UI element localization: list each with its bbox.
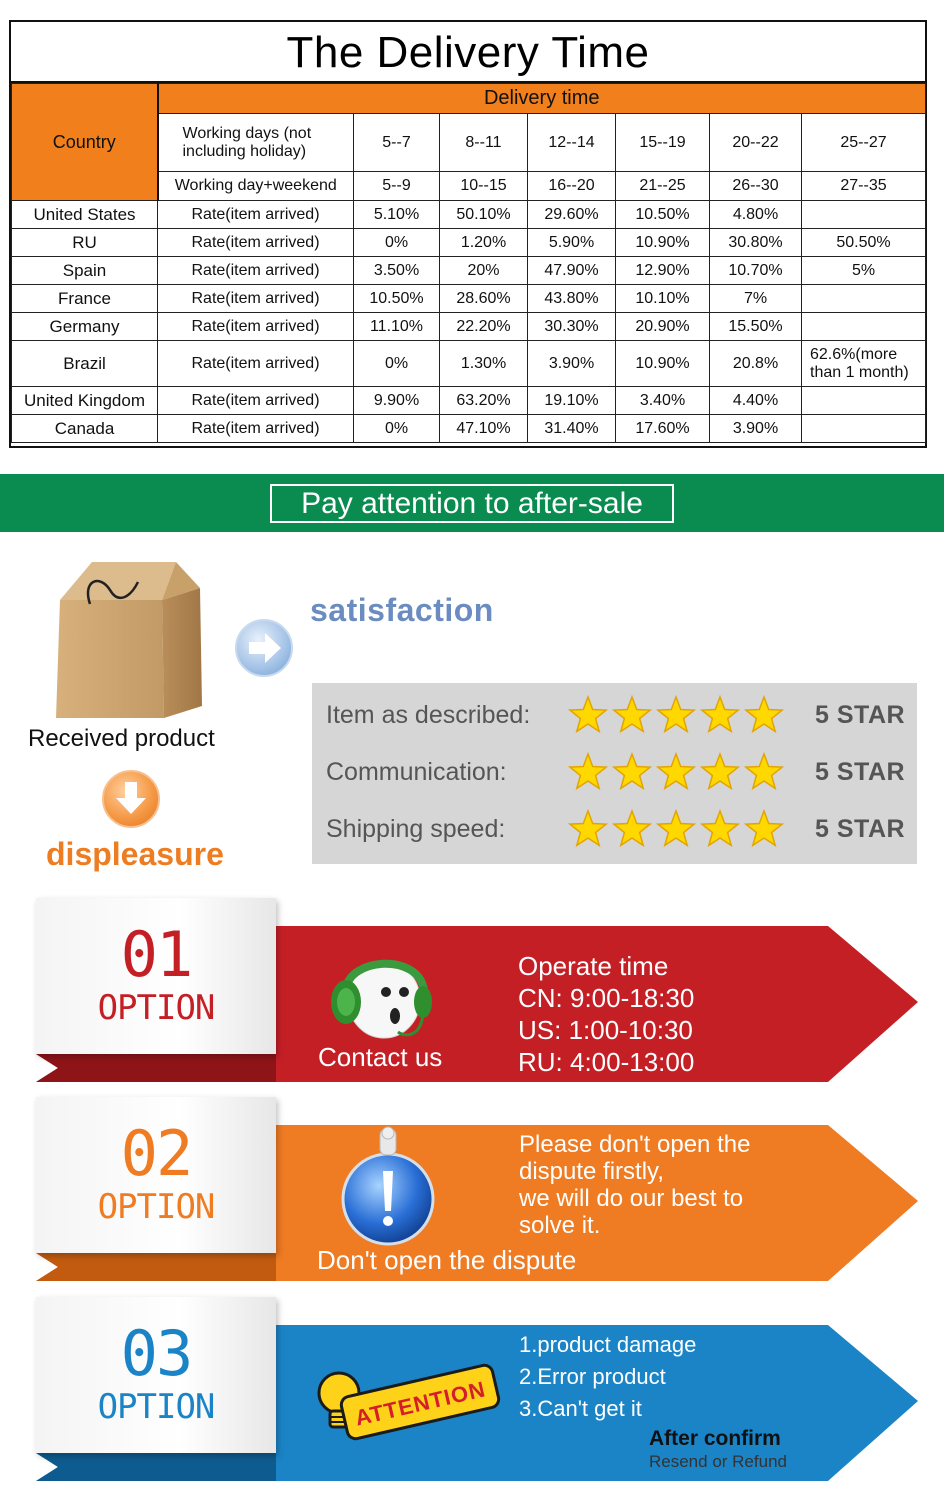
rate-cell: 29.60% — [528, 201, 616, 229]
rate-cell: 10.90% — [616, 229, 710, 257]
rate-cell: 7% — [710, 285, 802, 313]
star-icon — [658, 811, 694, 845]
country-cell: Spain — [12, 257, 158, 285]
weekend-range: 10--15 — [440, 172, 528, 201]
info-line: 1.product damage — [519, 1332, 697, 1357]
star-icon — [570, 697, 606, 731]
star-icon — [746, 697, 782, 731]
rate-cell: 62.6%(more than 1 month) — [802, 341, 926, 387]
rate-cell: 15.50% — [710, 313, 802, 341]
rating-value: 5 STAR — [815, 815, 906, 843]
option-number: 03 — [120, 1317, 192, 1390]
warning-globe-icon — [336, 1125, 440, 1247]
option-03 — [36, 1297, 920, 1483]
rate-cell: 0% — [354, 229, 440, 257]
rate-cell: 20.90% — [616, 313, 710, 341]
delivery-table-title: The Delivery Time — [11, 22, 925, 83]
paper-bag-icon — [52, 560, 204, 720]
working-days-range: 8--11 — [440, 114, 528, 172]
rating-panel — [312, 683, 917, 864]
star-icon — [570, 754, 606, 788]
info-line: solve it. — [519, 1212, 601, 1239]
option-info — [518, 950, 694, 1078]
satisfaction-label: satisfaction — [310, 592, 494, 628]
rate-cell: 0% — [354, 341, 440, 387]
rate-cell — [802, 285, 926, 313]
rate-cell: 63.20% — [440, 387, 528, 415]
working-days-range: 12--14 — [528, 114, 616, 172]
star-icon — [702, 811, 738, 845]
rate-cell: 5.90% — [528, 229, 616, 257]
rate-cell: 10.90% — [616, 341, 710, 387]
star-rating — [568, 694, 788, 736]
table-row — [12, 201, 926, 229]
rating-row — [312, 690, 917, 740]
star-icon — [614, 697, 650, 731]
rating-label: Item as described: — [326, 701, 531, 729]
rate-cell: 30.80% — [710, 229, 802, 257]
rate-cell — [802, 201, 926, 229]
table-row — [12, 285, 926, 313]
metric-cell: Rate(item arrived) — [158, 229, 354, 257]
working-weekend-label: Working day+weekend — [158, 172, 354, 201]
rate-cell: 3.90% — [528, 341, 616, 387]
option-caption: Contact us — [318, 1042, 443, 1072]
star-icon — [746, 754, 782, 788]
option-02 — [36, 1097, 920, 1283]
rate-cell — [802, 415, 926, 443]
metric-cell: Rate(item arrived) — [158, 341, 354, 387]
rate-cell: 28.60% — [440, 285, 528, 313]
delivery-time-header: Delivery time — [158, 84, 926, 114]
rate-cell: 50.10% — [440, 201, 528, 229]
info-line: dispute firstly, — [519, 1158, 664, 1185]
metric-cell: Rate(item arrived) — [158, 285, 354, 313]
working-days-range: 25--27 — [802, 114, 926, 172]
metric-cell: Rate(item arrived) — [158, 201, 354, 229]
option-tab — [36, 1097, 276, 1253]
rate-cell: 31.40% — [528, 415, 616, 443]
rating-value: 5 STAR — [815, 758, 906, 786]
rating-label: Shipping speed: — [326, 815, 506, 843]
delivery-table-body — [12, 201, 926, 443]
rate-cell: 3.90% — [710, 415, 802, 443]
rating-row — [312, 804, 917, 854]
table-row — [12, 229, 926, 257]
rate-cell: 47.10% — [440, 415, 528, 443]
option-tab — [36, 898, 276, 1054]
rate-cell: 1.30% — [440, 341, 528, 387]
star-rating — [568, 808, 788, 850]
rate-cell: 20.8% — [710, 341, 802, 387]
country-cell: Brazil — [12, 341, 158, 387]
rate-cell: 5.10% — [354, 201, 440, 229]
rate-cell: 20% — [440, 257, 528, 285]
rate-cell: 10.50% — [354, 285, 440, 313]
option-word: OPTION — [97, 1187, 215, 1227]
delivery-time-table — [9, 20, 927, 448]
info-line: 3.Can't get it — [519, 1396, 642, 1421]
rate-cell: 5% — [802, 257, 926, 285]
weekend-range: 16--20 — [528, 172, 616, 201]
rate-cell: 50.50% — [802, 229, 926, 257]
rating-row — [312, 747, 917, 797]
star-icon — [658, 754, 694, 788]
metric-cell: Rate(item arrived) — [158, 313, 354, 341]
star-icon — [746, 811, 782, 845]
rate-cell: 1.20% — [440, 229, 528, 257]
country-cell: United Kingdom — [12, 387, 158, 415]
option-number: 01 — [120, 918, 192, 991]
metric-cell: Rate(item arrived) — [158, 415, 354, 443]
country-cell: Canada — [12, 415, 158, 443]
displeasure-label: displeasure — [46, 836, 224, 872]
footer-sub: Resend or Refund — [649, 1452, 787, 1471]
option-info — [519, 1329, 696, 1425]
info-line: CN: 9:00-18:30 — [518, 983, 695, 1013]
country-cell: RU — [12, 229, 158, 257]
delivery-table-grid — [11, 83, 926, 443]
star-icon — [702, 754, 738, 788]
info-line: RU: 4:00-13:00 — [518, 1047, 695, 1077]
working-days-range: 15--19 — [616, 114, 710, 172]
after-sale-banner: Pay attention to after-sale — [270, 484, 674, 523]
star-icon — [570, 811, 606, 845]
rate-cell: 10.50% — [616, 201, 710, 229]
country-cell: United States — [12, 201, 158, 229]
table-row — [12, 313, 926, 341]
option-tab — [36, 1297, 276, 1453]
country-cell: Germany — [12, 313, 158, 341]
attention-label: ATTENTION — [352, 1376, 489, 1431]
table-row — [12, 415, 926, 443]
option-word: OPTION — [97, 988, 215, 1028]
rate-cell: 4.40% — [710, 387, 802, 415]
rating-label: Communication: — [326, 758, 507, 786]
received-product-label: Received product — [28, 725, 215, 752]
rate-cell: 3.40% — [616, 387, 710, 415]
rate-cell: 0% — [354, 415, 440, 443]
rate-cell: 43.80% — [528, 285, 616, 313]
star-icon — [614, 754, 650, 788]
rate-cell: 10.10% — [616, 285, 710, 313]
weekend-range: 21--25 — [616, 172, 710, 201]
arrow-right-icon — [235, 619, 293, 677]
star-icon — [658, 697, 694, 731]
rate-cell: 11.10% — [354, 313, 440, 341]
table-row — [12, 341, 926, 387]
rating-value: 5 STAR — [815, 701, 906, 729]
rate-cell: 47.90% — [528, 257, 616, 285]
rate-cell: 10.70% — [710, 257, 802, 285]
option-word: OPTION — [97, 1387, 215, 1427]
rate-cell: 17.60% — [616, 415, 710, 443]
option-number: 02 — [120, 1117, 192, 1190]
info-line: we will do our best to — [519, 1185, 744, 1212]
star-rating — [568, 751, 788, 793]
rate-cell — [802, 313, 926, 341]
option-info — [519, 1131, 750, 1239]
option-01 — [36, 898, 920, 1084]
rate-cell: 22.20% — [440, 313, 528, 341]
country-header: Country — [12, 84, 158, 201]
info-line: 2.Error product — [519, 1364, 666, 1389]
country-cell: France — [12, 285, 158, 313]
working-days-range: 20--22 — [710, 114, 802, 172]
option-caption: Don't open the dispute — [317, 1245, 577, 1275]
rate-cell — [802, 387, 926, 415]
rate-cell: 12.90% — [616, 257, 710, 285]
info-line: Please don't open the — [519, 1131, 751, 1158]
weekend-range: 5--9 — [354, 172, 440, 201]
rate-cell: 3.50% — [354, 257, 440, 285]
rate-cell: 9.90% — [354, 387, 440, 415]
star-icon — [614, 811, 650, 845]
star-icon — [702, 697, 738, 731]
working-days-range: 5--7 — [354, 114, 440, 172]
info-line: Operate time — [518, 951, 669, 981]
headset-mascot-icon — [324, 946, 434, 1044]
weekend-range: 26--30 — [710, 172, 802, 201]
metric-cell: Rate(item arrived) — [158, 387, 354, 415]
metric-cell: Rate(item arrived) — [158, 257, 354, 285]
arrow-down-icon — [102, 770, 160, 828]
info-line: US: 1:00-10:30 — [518, 1015, 693, 1045]
rate-cell: 19.10% — [528, 387, 616, 415]
footer-title: After confirm — [649, 1427, 781, 1450]
table-row — [12, 257, 926, 285]
rate-cell: 30.30% — [528, 313, 616, 341]
weekend-range: 27--35 — [802, 172, 926, 201]
table-row — [12, 387, 926, 415]
working-days-label: Working days (not including holiday) — [158, 114, 354, 172]
rate-cell: 4.80% — [710, 201, 802, 229]
